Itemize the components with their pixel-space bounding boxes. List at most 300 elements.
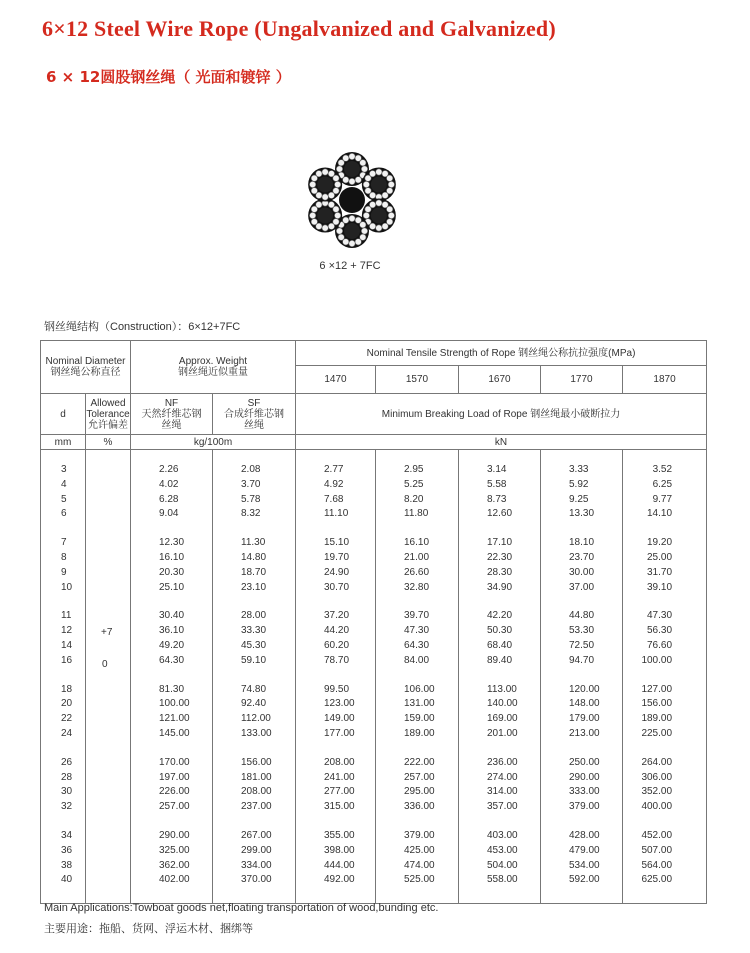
load-1470-cell: 492.00 — [296, 874, 376, 889]
load-1470-cell: 99.50 — [296, 684, 376, 699]
load-1870-cell: 6.25 — [623, 479, 707, 494]
diameter-cell: 20 — [41, 698, 86, 713]
diameter-cell: 5 — [41, 494, 86, 509]
load-1870-cell: 306.00 — [623, 772, 707, 787]
tolerance-cell — [86, 757, 131, 772]
weight-nf-cell: 197.00 — [131, 772, 213, 787]
table-row — [41, 698, 707, 713]
main-applications-en: Main Applications:Towboat goods net,floating transportation of wood,bunding etc. — [44, 902, 439, 914]
tolerance-cell — [86, 728, 131, 743]
table-row — [41, 655, 707, 670]
load-1570-cell: 159.00 — [376, 713, 459, 728]
diameter-cell: 26 — [41, 757, 86, 772]
load-1470-cell: 277.00 — [296, 786, 376, 801]
load-1870-cell: 14.10 — [623, 508, 707, 523]
load-1670-cell: 3.14 — [459, 464, 541, 479]
spacer-cell — [459, 596, 541, 610]
tolerance-cell — [86, 508, 131, 523]
load-1670-cell: 89.40 — [459, 655, 541, 670]
spacer-cell — [41, 670, 86, 684]
spacer-cell — [131, 670, 213, 684]
load-1870-cell: 507.00 — [623, 845, 707, 860]
page-subtitle: 6 × 12圆股钢丝绳（ 光面和镀锌 ） — [46, 68, 291, 86]
tolerance-cell — [86, 684, 131, 699]
table-row — [41, 757, 707, 772]
strength-1770: 1770 — [541, 366, 623, 394]
tolerance-cell — [86, 801, 131, 816]
weight-nf-cell: 2.26 — [131, 464, 213, 479]
table-row — [41, 713, 707, 728]
diameter-cell: 30 — [41, 786, 86, 801]
load-1670-cell: 558.00 — [459, 874, 541, 889]
diameter-cell: 34 — [41, 830, 86, 845]
spacer-cell — [541, 523, 623, 537]
tolerance-cn: 允许偏差 — [88, 419, 128, 431]
table-row — [41, 830, 707, 845]
load-1770-cell: 179.00 — [541, 713, 623, 728]
tolerance-cell — [86, 698, 131, 713]
load-1670-cell: 34.90 — [459, 582, 541, 597]
diameter-cell: 3 — [41, 464, 86, 479]
load-1870-cell: 156.00 — [623, 698, 707, 713]
nominal-diameter-header — [41, 341, 131, 394]
table-row — [41, 567, 707, 582]
spacer-cell — [376, 670, 459, 684]
load-1870-cell: 127.00 — [623, 684, 707, 699]
spacer-cell — [296, 523, 376, 537]
spacer-cell — [213, 450, 296, 465]
tolerance-cell — [86, 610, 131, 625]
spacer-cell — [213, 743, 296, 757]
tolerance-cell — [86, 537, 131, 552]
tolerance-cell — [86, 874, 131, 889]
weight-nf-cell: 36.10 — [131, 625, 213, 640]
diameter-cell: 4 — [41, 479, 86, 494]
weight-sf-cell: 112.00 — [213, 713, 296, 728]
load-1670-cell: 12.60 — [459, 508, 541, 523]
load-1570-cell: 39.70 — [376, 610, 459, 625]
load-1470-cell: 315.00 — [296, 801, 376, 816]
diameter-cell: 8 — [41, 552, 86, 567]
load-1470-cell: 24.90 — [296, 567, 376, 582]
group-spacer — [41, 450, 707, 465]
weight-sf-cell: 267.00 — [213, 830, 296, 845]
load-1470-cell: 37.20 — [296, 610, 376, 625]
diameter-cell: 36 — [41, 845, 86, 860]
weight-nf-cell: 9.04 — [131, 508, 213, 523]
diameter-cell: 22 — [41, 713, 86, 728]
load-1770-cell: 44.80 — [541, 610, 623, 625]
unit-pct: % — [86, 435, 131, 450]
load-1570-cell: 474.00 — [376, 860, 459, 875]
diameter-cell: 18 — [41, 684, 86, 699]
load-1770-cell: 379.00 — [541, 801, 623, 816]
spacer-cell — [131, 743, 213, 757]
diameter-cell: 10 — [41, 582, 86, 597]
approx-weight-en: Approx. Weight — [178, 356, 248, 367]
load-1570-cell: 47.30 — [376, 625, 459, 640]
weight-sf-cell: 11.30 — [213, 537, 296, 552]
load-1870-cell: 352.00 — [623, 786, 707, 801]
rope-cross-section-image — [302, 150, 402, 250]
table-row — [41, 684, 707, 699]
sf-cn: 合成纤维芯钢丝绳 — [224, 408, 284, 431]
load-1770-cell: 5.92 — [541, 479, 623, 494]
spacer-cell — [541, 670, 623, 684]
load-1670-cell: 5.58 — [459, 479, 541, 494]
load-1670-cell: 201.00 — [459, 728, 541, 743]
table-row — [41, 610, 707, 625]
spacer-cell — [376, 816, 459, 830]
load-1570-cell: 2.95 — [376, 464, 459, 479]
load-1570-cell: 222.00 — [376, 757, 459, 772]
tolerance-cell — [86, 845, 131, 860]
tolerance-cell — [86, 567, 131, 582]
weight-nf-cell: 290.00 — [131, 830, 213, 845]
tolerance-cell — [86, 464, 131, 479]
load-1570-cell: 84.00 — [376, 655, 459, 670]
weight-sf-cell: 334.00 — [213, 860, 296, 875]
load-1870-cell: 189.00 — [623, 713, 707, 728]
load-1470-cell: 15.10 — [296, 537, 376, 552]
load-1670-cell: 274.00 — [459, 772, 541, 787]
spacer-cell — [213, 816, 296, 830]
load-1770-cell: 479.00 — [541, 845, 623, 860]
load-1670-cell: 169.00 — [459, 713, 541, 728]
nominal-diameter-en: Nominal Diameter — [45, 356, 126, 367]
weight-sf-cell: 74.80 — [213, 684, 296, 699]
load-1470-cell: 241.00 — [296, 772, 376, 787]
load-1470-cell: 149.00 — [296, 713, 376, 728]
diameter-cell: 14 — [41, 640, 86, 655]
table-row — [41, 625, 707, 640]
weight-nf-cell: 121.00 — [131, 713, 213, 728]
load-1870-cell: 100.00 — [623, 655, 707, 670]
spacer-cell — [296, 816, 376, 830]
load-1470-cell: 355.00 — [296, 830, 376, 845]
table-row — [41, 582, 707, 597]
load-1570-cell: 425.00 — [376, 845, 459, 860]
strength-1570: 1570 — [376, 366, 459, 394]
min-breaking-load-header: Minimum Breaking Load of Rope 钢丝绳最小破断拉力 — [296, 394, 707, 435]
load-1870-cell: 225.00 — [623, 728, 707, 743]
strength-1870: 1870 — [623, 366, 707, 394]
load-1470-cell: 2.77 — [296, 464, 376, 479]
group-spacer — [41, 816, 707, 830]
weight-sf-cell: 3.70 — [213, 479, 296, 494]
weight-nf-cell: 64.30 — [131, 655, 213, 670]
load-1670-cell: 504.00 — [459, 860, 541, 875]
table-row — [41, 552, 707, 567]
spacer-cell — [296, 743, 376, 757]
load-1670-cell: 403.00 — [459, 830, 541, 845]
load-1570-cell: 525.00 — [376, 874, 459, 889]
weight-sf-cell: 45.30 — [213, 640, 296, 655]
load-1470-cell: 19.70 — [296, 552, 376, 567]
table-row — [41, 494, 707, 509]
weight-sf-cell: 59.10 — [213, 655, 296, 670]
weight-nf-cell: 30.40 — [131, 610, 213, 625]
construction-line: 钢丝绳结构（Construction）：6×12+7FC — [44, 321, 241, 333]
tolerance-cell — [86, 552, 131, 567]
load-1870-cell: 625.00 — [623, 874, 707, 889]
tolerance-cell — [86, 786, 131, 801]
sf-en: SF — [247, 397, 261, 409]
spacer-cell — [541, 743, 623, 757]
weight-nf-cell: 362.00 — [131, 860, 213, 875]
tolerance-zero-value: 0 — [102, 659, 108, 670]
spacer-cell — [86, 670, 131, 684]
spacer-cell — [376, 596, 459, 610]
weight-nf-cell: 325.00 — [131, 845, 213, 860]
load-1470-cell: 30.70 — [296, 582, 376, 597]
load-1470-cell: 444.00 — [296, 860, 376, 875]
weight-sf-cell: 92.40 — [213, 698, 296, 713]
unit-kn: kN — [296, 435, 707, 450]
load-1770-cell: 250.00 — [541, 757, 623, 772]
nominal-diameter-cn: 钢丝绳公称直径 — [50, 367, 121, 378]
weight-sf-cell: 181.00 — [213, 772, 296, 787]
spacer-cell — [459, 670, 541, 684]
weight-nf-cell: 49.20 — [131, 640, 213, 655]
table-row — [41, 772, 707, 787]
unit-mm: mm — [41, 435, 86, 450]
group-spacer — [41, 670, 707, 684]
weight-nf-cell: 145.00 — [131, 728, 213, 743]
spacer-cell — [296, 450, 376, 465]
load-1770-cell: 18.10 — [541, 537, 623, 552]
specification-table-body — [41, 450, 707, 904]
approx-weight-cn: 钢丝绳近似重量 — [178, 367, 248, 378]
load-1770-cell: 534.00 — [541, 860, 623, 875]
load-1770-cell: 94.70 — [541, 655, 623, 670]
weight-sf-cell: 23.10 — [213, 582, 296, 597]
load-1770-cell: 148.00 — [541, 698, 623, 713]
load-1570-cell: 189.00 — [376, 728, 459, 743]
weight-sf-cell: 5.78 — [213, 494, 296, 509]
weight-sf-cell: 33.30 — [213, 625, 296, 640]
weight-sf-cell: 18.70 — [213, 567, 296, 582]
tolerance-cell — [86, 655, 131, 670]
spacer-cell — [623, 596, 707, 610]
table-row — [41, 464, 707, 479]
spacer-cell — [541, 450, 623, 465]
load-1770-cell: 30.00 — [541, 567, 623, 582]
load-1870-cell: 452.00 — [623, 830, 707, 845]
weight-nf-cell: 12.30 — [131, 537, 213, 552]
spacer-cell — [541, 596, 623, 610]
spacer-cell — [41, 450, 86, 465]
spacer-cell — [213, 596, 296, 610]
load-1570-cell: 5.25 — [376, 479, 459, 494]
spacer-cell — [623, 670, 707, 684]
table-row — [41, 874, 707, 889]
load-1670-cell: 314.00 — [459, 786, 541, 801]
sf-header — [213, 394, 296, 435]
weight-sf-cell: 28.00 — [213, 610, 296, 625]
load-1570-cell: 295.00 — [376, 786, 459, 801]
load-1870-cell: 9.77 — [623, 494, 707, 509]
weight-nf-cell: 6.28 — [131, 494, 213, 509]
tolerance-cell — [86, 582, 131, 597]
weight-nf-cell: 226.00 — [131, 786, 213, 801]
tolerance-plus-value: +7 — [101, 627, 113, 638]
load-1770-cell: 53.30 — [541, 625, 623, 640]
group-spacer — [41, 596, 707, 610]
load-1870-cell: 31.70 — [623, 567, 707, 582]
load-1570-cell: 8.20 — [376, 494, 459, 509]
load-1570-cell: 11.80 — [376, 508, 459, 523]
load-1770-cell: 213.00 — [541, 728, 623, 743]
diameter-cell: 28 — [41, 772, 86, 787]
load-1870-cell: 56.30 — [623, 625, 707, 640]
load-1770-cell: 37.00 — [541, 582, 623, 597]
spacer-cell — [623, 450, 707, 465]
load-1470-cell: 208.00 — [296, 757, 376, 772]
weight-nf-cell: 170.00 — [131, 757, 213, 772]
page-title: 6×12 Steel Wire Rope (Ungalvanized and Galvanized) — [42, 16, 556, 41]
load-1870-cell: 564.00 — [623, 860, 707, 875]
load-1670-cell: 42.20 — [459, 610, 541, 625]
weight-nf-cell: 257.00 — [131, 801, 213, 816]
tolerance-cell — [86, 640, 131, 655]
approx-weight-header — [131, 341, 296, 394]
spacer-cell — [623, 523, 707, 537]
strength-1670: 1670 — [459, 366, 541, 394]
spacer-cell — [541, 816, 623, 830]
spacer-cell — [131, 596, 213, 610]
spacer-cell — [131, 816, 213, 830]
rope-construction-label: 6 ×12 + 7FC — [319, 260, 381, 272]
spacer-cell — [296, 670, 376, 684]
weight-nf-cell: 4.02 — [131, 479, 213, 494]
weight-sf-cell: 370.00 — [213, 874, 296, 889]
load-1870-cell: 400.00 — [623, 801, 707, 816]
load-1570-cell: 257.00 — [376, 772, 459, 787]
weight-sf-cell: 8.32 — [213, 508, 296, 523]
load-1870-cell: 47.30 — [623, 610, 707, 625]
load-1770-cell: 290.00 — [541, 772, 623, 787]
weight-sf-cell: 133.00 — [213, 728, 296, 743]
spacer-cell — [623, 743, 707, 757]
nf-cn: 天然纤维芯钢丝绳 — [141, 408, 202, 431]
load-1470-cell: 123.00 — [296, 698, 376, 713]
load-1670-cell: 113.00 — [459, 684, 541, 699]
spacer-cell — [623, 889, 707, 904]
load-1770-cell: 23.70 — [541, 552, 623, 567]
load-1570-cell: 131.00 — [376, 698, 459, 713]
spacer-cell — [86, 816, 131, 830]
table-row — [41, 786, 707, 801]
diameter-cell: 38 — [41, 860, 86, 875]
load-1870-cell: 39.10 — [623, 582, 707, 597]
spacer-cell — [376, 523, 459, 537]
weight-nf-cell: 402.00 — [131, 874, 213, 889]
load-1770-cell: 72.50 — [541, 640, 623, 655]
load-1870-cell: 19.20 — [623, 537, 707, 552]
diameter-cell: 24 — [41, 728, 86, 743]
unit-weight: kg/100m — [131, 435, 296, 450]
load-1770-cell: 333.00 — [541, 786, 623, 801]
load-1470-cell: 7.68 — [296, 494, 376, 509]
table-row — [41, 801, 707, 816]
spacer-cell — [459, 523, 541, 537]
strength-1470: 1470 — [296, 366, 376, 394]
spacer-cell — [541, 889, 623, 904]
weight-nf-cell: 100.00 — [131, 698, 213, 713]
spacer-cell — [41, 596, 86, 610]
spacer-cell — [41, 523, 86, 537]
load-1670-cell: 357.00 — [459, 801, 541, 816]
load-1670-cell: 236.00 — [459, 757, 541, 772]
load-1870-cell: 3.52 — [623, 464, 707, 479]
load-1470-cell: 177.00 — [296, 728, 376, 743]
spacer-cell — [41, 816, 86, 830]
load-1870-cell: 25.00 — [623, 552, 707, 567]
spacer-cell — [86, 743, 131, 757]
diameter-cell: 32 — [41, 801, 86, 816]
main-applications-cn: 主要用途：拖船、货网、浮运木材、捆绑等 — [44, 923, 253, 935]
spacer-cell — [86, 450, 131, 465]
load-1470-cell: 398.00 — [296, 845, 376, 860]
spacer-cell — [86, 523, 131, 537]
load-1570-cell: 21.00 — [376, 552, 459, 567]
load-1470-cell: 78.70 — [296, 655, 376, 670]
tolerance-cell — [86, 860, 131, 875]
spacer-cell — [86, 596, 131, 610]
diameter-cell: 16 — [41, 655, 86, 670]
weight-sf-cell: 299.00 — [213, 845, 296, 860]
group-spacer — [41, 743, 707, 757]
table-row — [41, 728, 707, 743]
tolerance-en: Allowed Tolerance — [86, 397, 130, 420]
spacer-cell — [131, 450, 213, 465]
tensile-strength-header: Nominal Tensile Strength of Rope 钢丝绳公称抗拉强度(MPa) — [296, 341, 707, 366]
tolerance-cell — [86, 830, 131, 845]
load-1670-cell: 453.00 — [459, 845, 541, 860]
load-1570-cell: 379.00 — [376, 830, 459, 845]
diameter-cell: 40 — [41, 874, 86, 889]
spacer-cell — [131, 523, 213, 537]
load-1770-cell: 3.33 — [541, 464, 623, 479]
load-1570-cell: 106.00 — [376, 684, 459, 699]
table-row — [41, 508, 707, 523]
weight-nf-cell: 20.30 — [131, 567, 213, 582]
nf-header — [131, 394, 213, 435]
tolerance-cell — [86, 772, 131, 787]
diameter-cell: 7 — [41, 537, 86, 552]
load-1570-cell: 336.00 — [376, 801, 459, 816]
weight-sf-cell: 208.00 — [213, 786, 296, 801]
load-1570-cell: 32.80 — [376, 582, 459, 597]
spacer-cell — [459, 816, 541, 830]
load-1570-cell: 16.10 — [376, 537, 459, 552]
spacer-cell — [376, 743, 459, 757]
load-1870-cell: 264.00 — [623, 757, 707, 772]
load-1570-cell: 64.30 — [376, 640, 459, 655]
tolerance-cell — [86, 713, 131, 728]
load-1470-cell: 60.20 — [296, 640, 376, 655]
weight-sf-cell: 2.08 — [213, 464, 296, 479]
load-1670-cell: 22.30 — [459, 552, 541, 567]
table-row — [41, 537, 707, 552]
weight-nf-cell: 16.10 — [131, 552, 213, 567]
table-row — [41, 640, 707, 655]
spacer-cell — [296, 596, 376, 610]
load-1770-cell: 120.00 — [541, 684, 623, 699]
tolerance-cell — [86, 494, 131, 509]
diameter-cell: 12 — [41, 625, 86, 640]
